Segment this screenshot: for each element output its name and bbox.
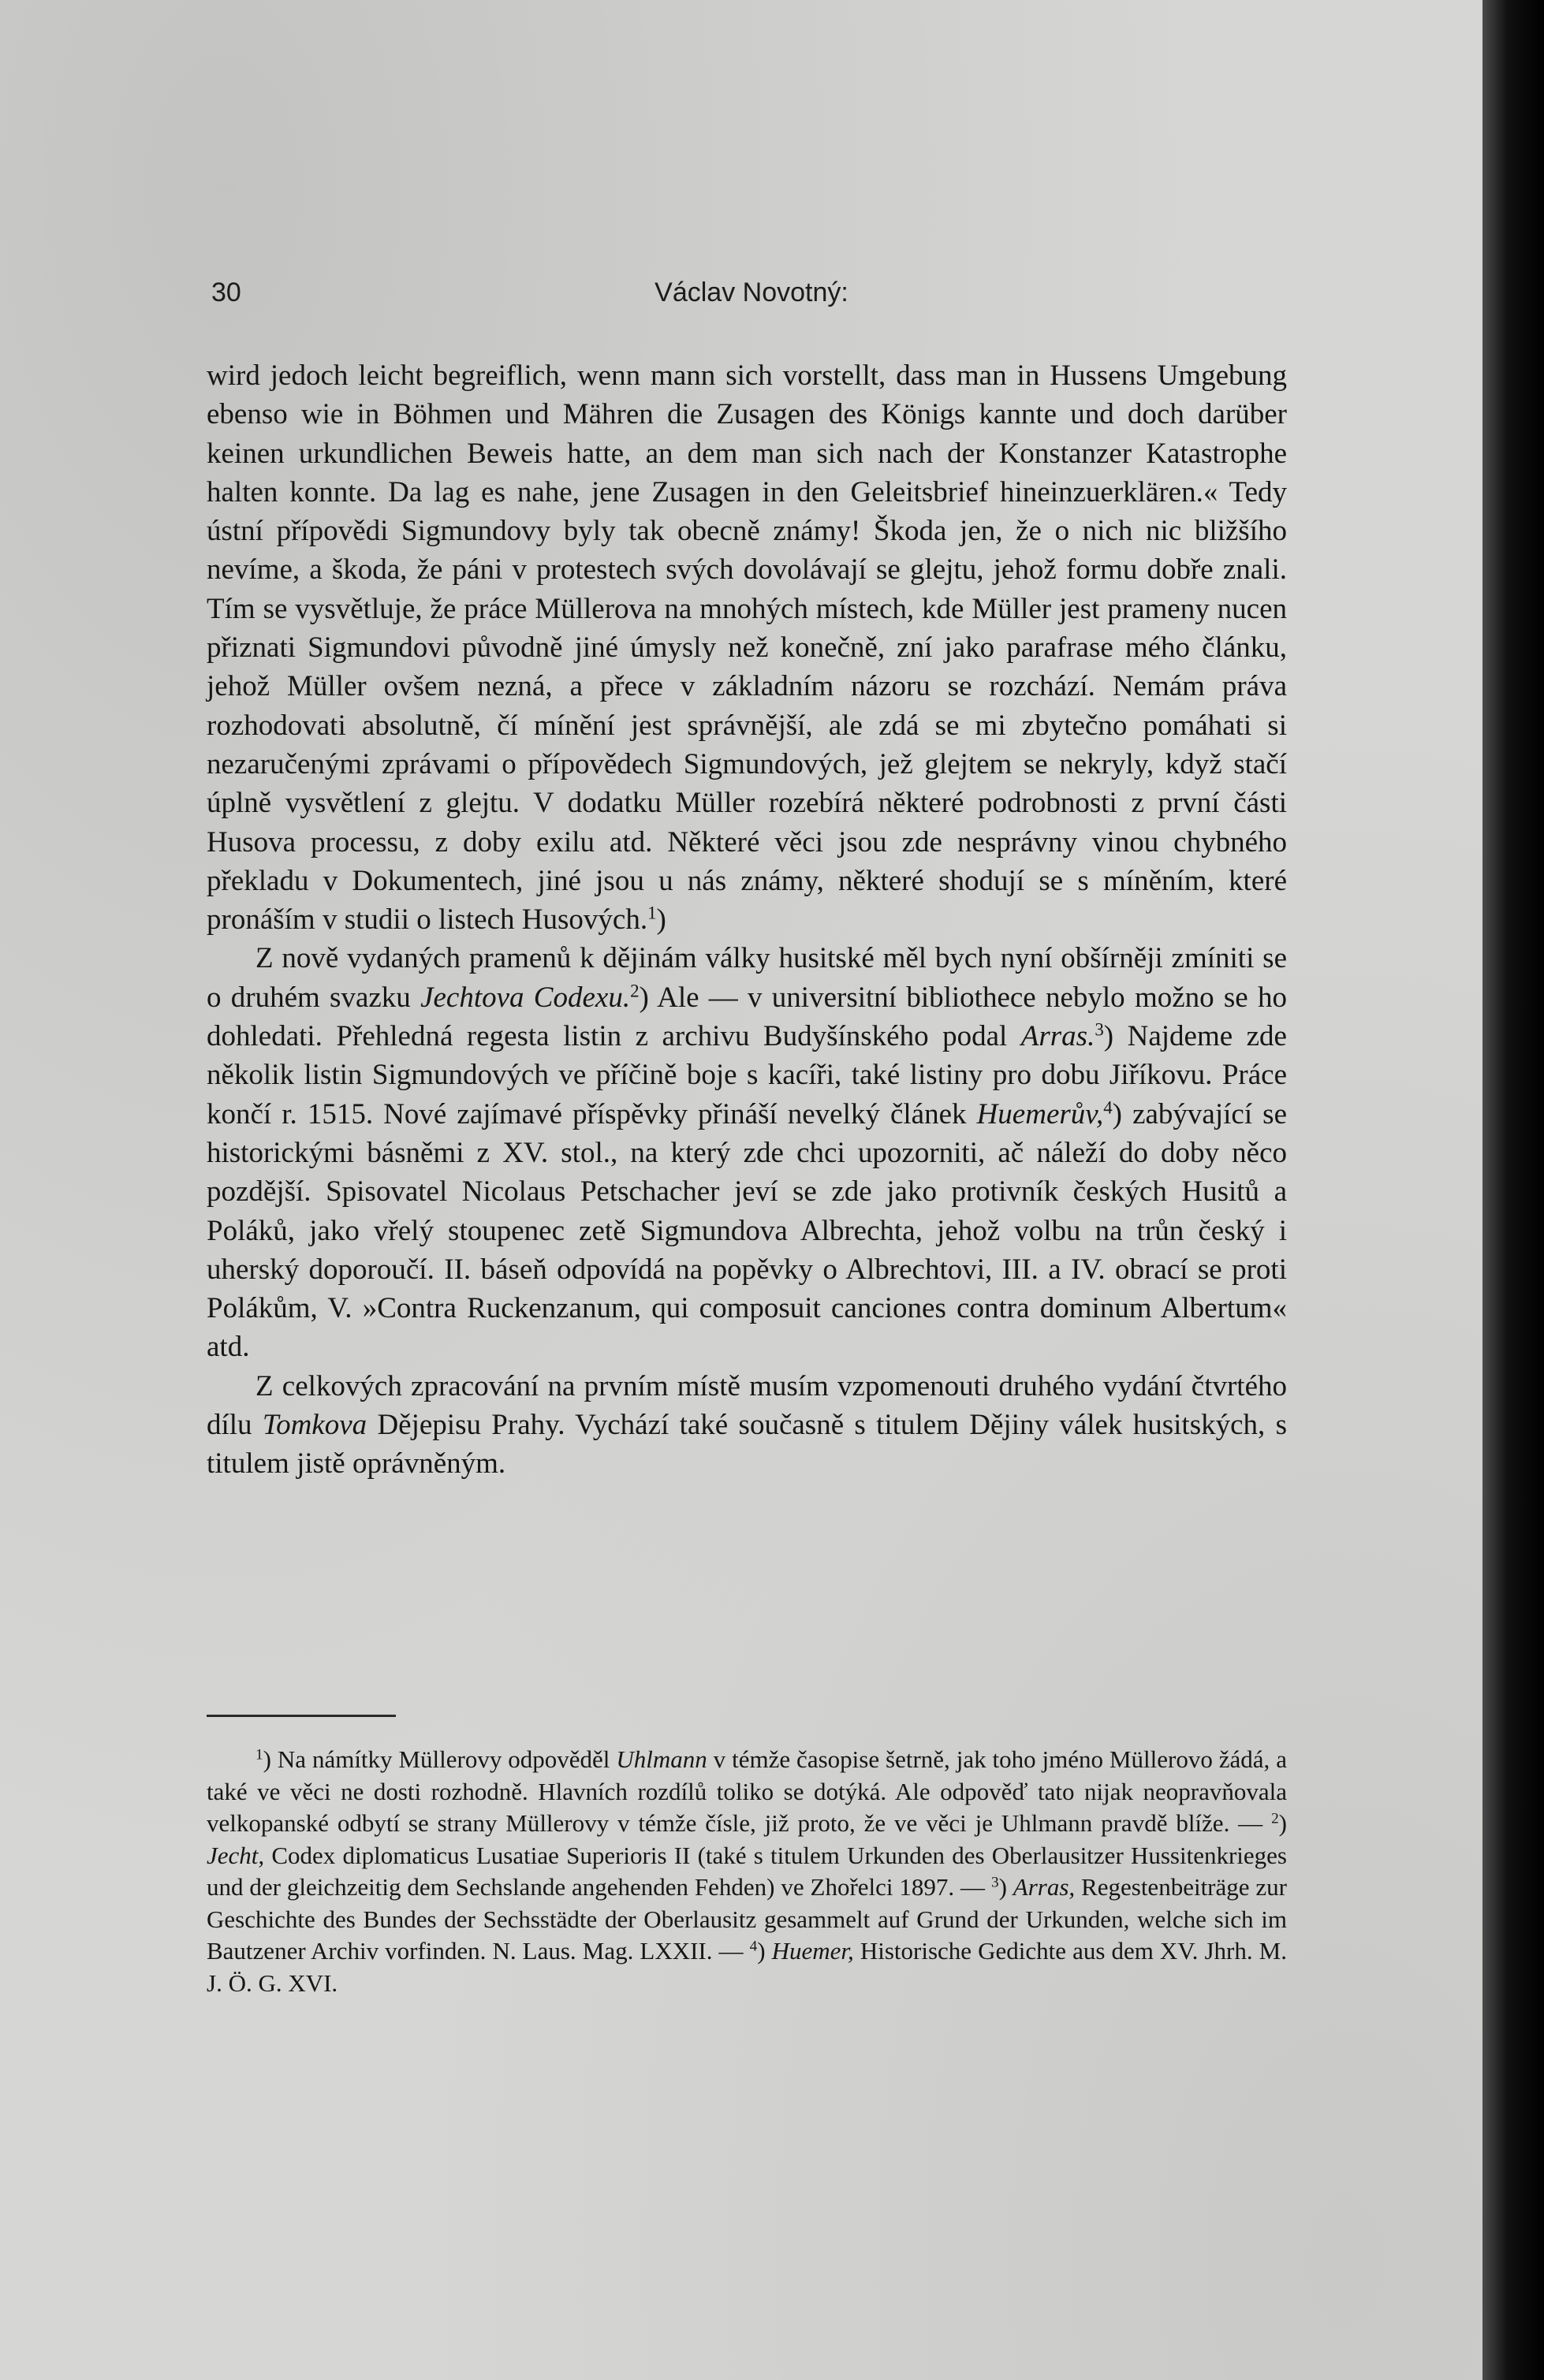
footnote-ref-2: 2 [630,981,640,1001]
footnote-mark-4: 4 [749,1938,758,1955]
footnote-ref-4: 4 [1103,1097,1113,1118]
footnote-mark-2: 2 [1271,1810,1279,1827]
body-text [207,356,1287,1484]
footnote-ref-3: 3 [1095,1019,1104,1040]
ref-arras: Arras. [1020,1020,1095,1053]
scan-edge-shadow [1482,0,1544,2380]
paragraph-1: wird jedoch leicht begreiflich, wenn mann sich vorstellt, dass man in Hussens Umgebung ebenso wie in Böhmen und Mähren die Zusagen des Königs kannte und doch darüber keinen urkundlichen Beweis hatte, an dem man sich nach der Konstanzer Katastrophe halten konnte. Da lag es nahe, jene Zusagen in den Geleitsbrief hineinzuerklären.« Tedy ústní přípovědi Sigmundovy byly tak obecně známy! Škoda jen, že o nich nic bližšího nevíme, a škoda, že páni v protestech svých dovolávají se glejtu, jehož formu dobře znali. Tím se vysvětluje, že práce Müllerova na mnohých místech, kde Müller jest prameny nucen přiznati Sigmundovi původně jiné úmysly než konečně, zní jako parafrase mého článku, jehož Müller ovšem nezná, a přece v základním názoru se rozchází. Nemám práva rozhodovati absolutně, čí mínění jest správnější, ale zdá se mi zbytečno pomáhati si nezaručenými zprávami o přípovědech Sigmundových, jež glejtem se nekryly, když stačí úplně vysvětlení z glejtu. V dodatku Müller rozebírá některé podrobnosti z první části Husova processu, z doby exilu atd. Některé věci jsou zde nesprávny vinou chybného překladu v Dokumentech, jiné jsou u nás známy, některé shodují se s míněním, které pronáším v studii o listech Husových.$^1$) [207,359,1287,937]
page-header [211,277,1292,317]
footnote-ref-1: 1 [647,903,657,923]
ref-jecht: Jechtova Codexu. [420,981,631,1014]
footnotes [207,1744,1287,1999]
footnote-block: $^1$) Na námítky Müllerovy odpověděl Uhlmann v témže časopise šetrně, jak toho jméno Müllerovo žádá, a také ve věci ne dosti rozhodně. Hlavních rozdílů toliko se dotýká. Ale odpověď tato nijak neopravňovala velkopanské odbytí se strany Müllerovy v témže čísle, již proto, že ve věci je Uhlmann pravdě blíže. — $^2$) Jecht, Codex diplomaticus Lusatiae Superioris II (také s titulem Urkunden des Oberlausitzer Hussitenkrieges und der gleichzeitig dem Sechslande angehenden Fehden) ve Zhořelci 1897. — $^3$) Arras, Regestenbeiträge zur Geschichte des Bundes der Sechsstädte der Oberlausitz gesammelt auf Grund der Urkunden, welche sich im Bautzener Archiv vorfinden. N. Laus. Mag. LXXII. — $^4$) Huemer, Historische Gedichte aus dem XV. Jhrh. M. J. Ö. G. XVI. [207,1745,1288,1997]
ref-tomek: Tomkova [262,1409,367,1442]
footnote-mark-3: 3 [990,1874,999,1891]
page-number: 30 [211,277,241,307]
footnote-mark-1: 1 [255,1746,263,1764]
paragraph-3: Z celkových zpracování na prvním místě musím vzpomenouti druhého vydání čtvrtého dílu Tomkova Dějepisu Prahy. Vychází také současně s titulem Dějiny válek husitských, s titulem jistě oprávněným. [207,1369,1288,1481]
ref-huemer: Huemerův, [976,1097,1104,1130]
footnote-divider [207,1715,396,1717]
running-title: Václav Novotný: [655,277,848,307]
paragraph-2: Z nově vydaných pramenů k dějinám války husitské měl bych nyní obšírněji zmíniti se o druhém svazku Jechtova Codexu.$^2$) Ale — v universitní bibliothece nebylo možno se ho dohledati. Přehledná regesta listin z archivu Budyšínského podal Arras.$^3$) Najdeme zde několik listin Sigmundových ve příčině boje s kacíři, také listiny pro dobu Jiříkovu. Práce končí r. 1515. Nové zajímavé příspěvky přináší nevelký článek Huemerův,$^4$) zabývající se historickými básněmi z XV. stol., na který zde chci upozorniti, ač náleží do doby něco pozdější. Spisovatel Nicolaus Petschacher jeví se zde jako protivník českých Husitů a Poláků, jako vřelý stoupenec zetě Sigmundova Albrechta, jehož volbu na trůn český i uherský doporoučí. II. báseň odpovídá na popěvky o Albrechtovi, III. a IV. obrací se proti Polákům, V. »Contra Ruckenzanum, qui composuit canciones contra dominum Albertum« atd. [207,942,1287,1364]
